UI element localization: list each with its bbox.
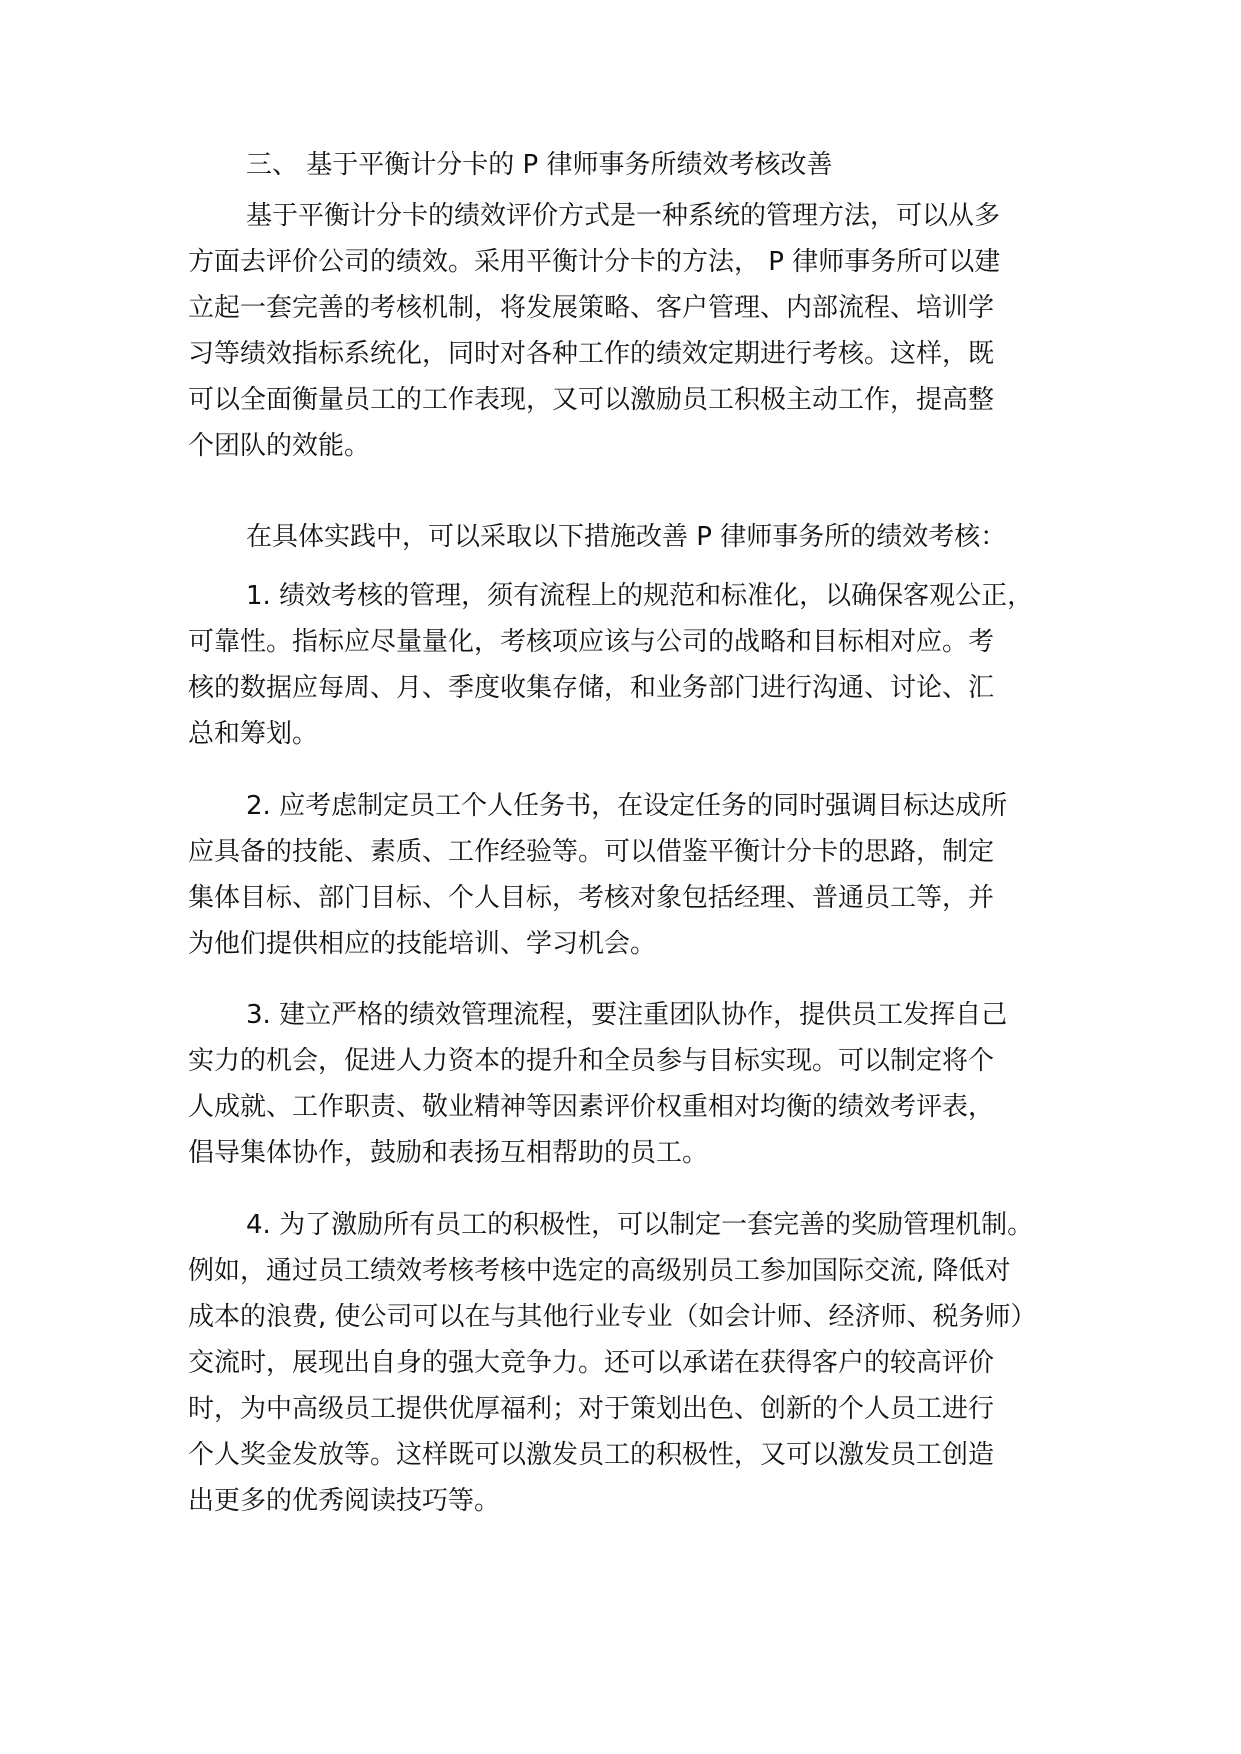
paragraph-line: 个人奖金发放等。这样既可以激发员工的积极性，又可以激发员工创造 — [188, 1440, 995, 1470]
paragraph-intro — [188, 193, 1068, 469]
paragraph-line: 可靠性。指标应尽量量化，考核项应该与公司的战略和目标相对应。考 — [188, 627, 995, 657]
paragraph-item-3 — [188, 992, 1068, 1176]
paragraph-line: 2. 应考虑制定员工个人任务书，在设定任务的同时强调目标达成所 — [246, 791, 1008, 821]
paragraph-line: 在具体实践中，可以采取以下措施改善 P 律师事务所的绩效考核： — [246, 522, 1007, 552]
paragraph-line: 出更多的优秀阅读技巧等。 — [188, 1486, 501, 1516]
paragraph-line: 成本的浪费, 使公司可以在与其他行业专业（如会计师、经济师、税务师） — [188, 1302, 1037, 1332]
paragraph-line: 为他们提供相应的技能培训、学习机会。 — [188, 929, 657, 959]
paragraph-item-2 — [188, 783, 1068, 967]
paragraph-line: 核的数据应每周、月、季度收集存储，和业务部门进行沟通、讨论、汇 — [188, 673, 995, 703]
paragraph-measures-intro — [188, 514, 1068, 560]
paragraph-line: 总和筹划。 — [188, 719, 319, 749]
section-heading — [188, 142, 1068, 188]
paragraph-line: 实力的机会，促进人力资本的提升和全员参与目标实现。可以制定将个 — [188, 1046, 995, 1076]
paragraph-line: 可以全面衡量员工的工作表现，又可以激励员工积极主动工作，提高整 — [188, 385, 995, 415]
paragraph-line: 方面去评价公司的绩效。采用平衡计分卡的方法， P 律师事务所可以建 — [188, 247, 1001, 277]
paragraph-line: 交流时，展现出自身的强大竞争力。还可以承诺在获得客户的较高评价 — [188, 1348, 995, 1378]
paragraph-line: 1. 绩效考核的管理，须有流程上的规范和标准化，以确保客观公正， — [246, 581, 1034, 611]
paragraph-line: 习等绩效指标系统化，同时对各种工作的绩效定期进行考核。这样，既 — [188, 339, 995, 369]
paragraph-line: 应具备的技能、素质、工作经验等。可以借鉴平衡计分卡的思路，制定 — [188, 837, 995, 867]
paragraph-line: 4. 为了激励所有员工的积极性，可以制定一套完善的奖励管理机制。 — [246, 1210, 1034, 1240]
paragraph-item-1 — [188, 573, 1068, 757]
paragraph-line: 立起一套完善的考核机制，将发展策略、客户管理、内部流程、培训学 — [188, 293, 995, 323]
paragraph-item-4 — [188, 1202, 1068, 1524]
paragraph-line: 基于平衡计分卡的绩效评价方式是一种系统的管理方法，可以从多 — [246, 201, 1001, 231]
paragraph-line: 倡导集体协作，鼓励和表扬互相帮助的员工。 — [188, 1138, 709, 1168]
paragraph-line: 集体目标、部门目标、个人目标，考核对象包括经理、普通员工等，并 — [188, 883, 995, 913]
paragraph-line: 3. 建立严格的绩效管理流程，要注重团队协作，提供员工发挥自己 — [246, 1000, 1008, 1030]
heading-line: 三、 基于平衡计分卡的 P 律师事务所绩效考核改善 — [246, 150, 833, 180]
paragraph-line: 例如，通过员工绩效考核考核中选定的高级别员工参加国际交流, 降低对 — [188, 1256, 1011, 1286]
paragraph-line: 人成就、工作职责、敬业精神等因素评价权重相对均衡的绩效考评表， — [188, 1092, 995, 1122]
paragraph-line: 个团队的效能。 — [188, 431, 371, 461]
paragraph-line: 时，为中高级员工提供优厚福利；对于策划出色、创新的个人员工进行 — [188, 1394, 995, 1424]
